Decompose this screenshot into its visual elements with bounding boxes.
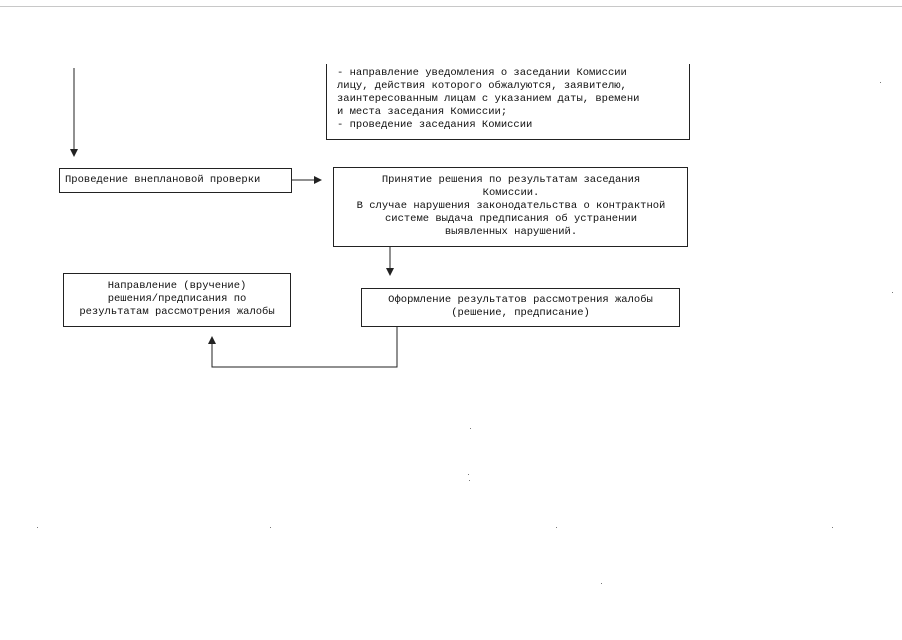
commission-decision-body: В случае нарушения законодательства о контрактной системе выдача предписания об устранении выявленных нарушений. [356,200,666,238]
commission-decision-title: Принятие решения по результатам заседания Комиссии. [381,174,641,199]
notification-and-meeting-text: - направление уведомления о заседании Комиссии лицу, действия которого обжалуются, заявителю, заинтересованным лицам с указанием даты, времени и места заседания Комиссии; - проведение заседания Комиссии [337,67,640,131]
decision-delivery-text: Направление (вручение) решения/предписания по результатам рассмотрения жалобы [79,280,275,318]
unscheduled-inspection-box [59,168,292,193]
scan-speck [470,428,471,429]
scan-speck [270,527,271,528]
notification-and-meeting-box [326,64,690,140]
results-formalization-text: Оформление результатов рассмотрения жалобы (решение, предписание) [388,294,653,319]
arrowhead-up [208,336,216,344]
scan-speck [468,474,469,475]
decision-delivery-box [63,273,291,327]
arrowhead-right [314,176,322,184]
commission-decision-box [333,167,688,247]
scan-speck [892,292,893,293]
formalization-to-delivery-connector [212,327,397,367]
scan-speck [556,527,557,528]
arrowhead-down-center [386,268,394,276]
results-formalization-box [361,288,680,327]
arrowhead-down-left [70,149,78,157]
scan-speck [880,82,881,83]
unscheduled-inspection-text: Проведение внеплановой проверки [65,174,261,186]
scan-speck [37,527,38,528]
scan-speck [469,480,470,481]
scan-speck [832,527,833,528]
scan-speck [601,583,602,584]
